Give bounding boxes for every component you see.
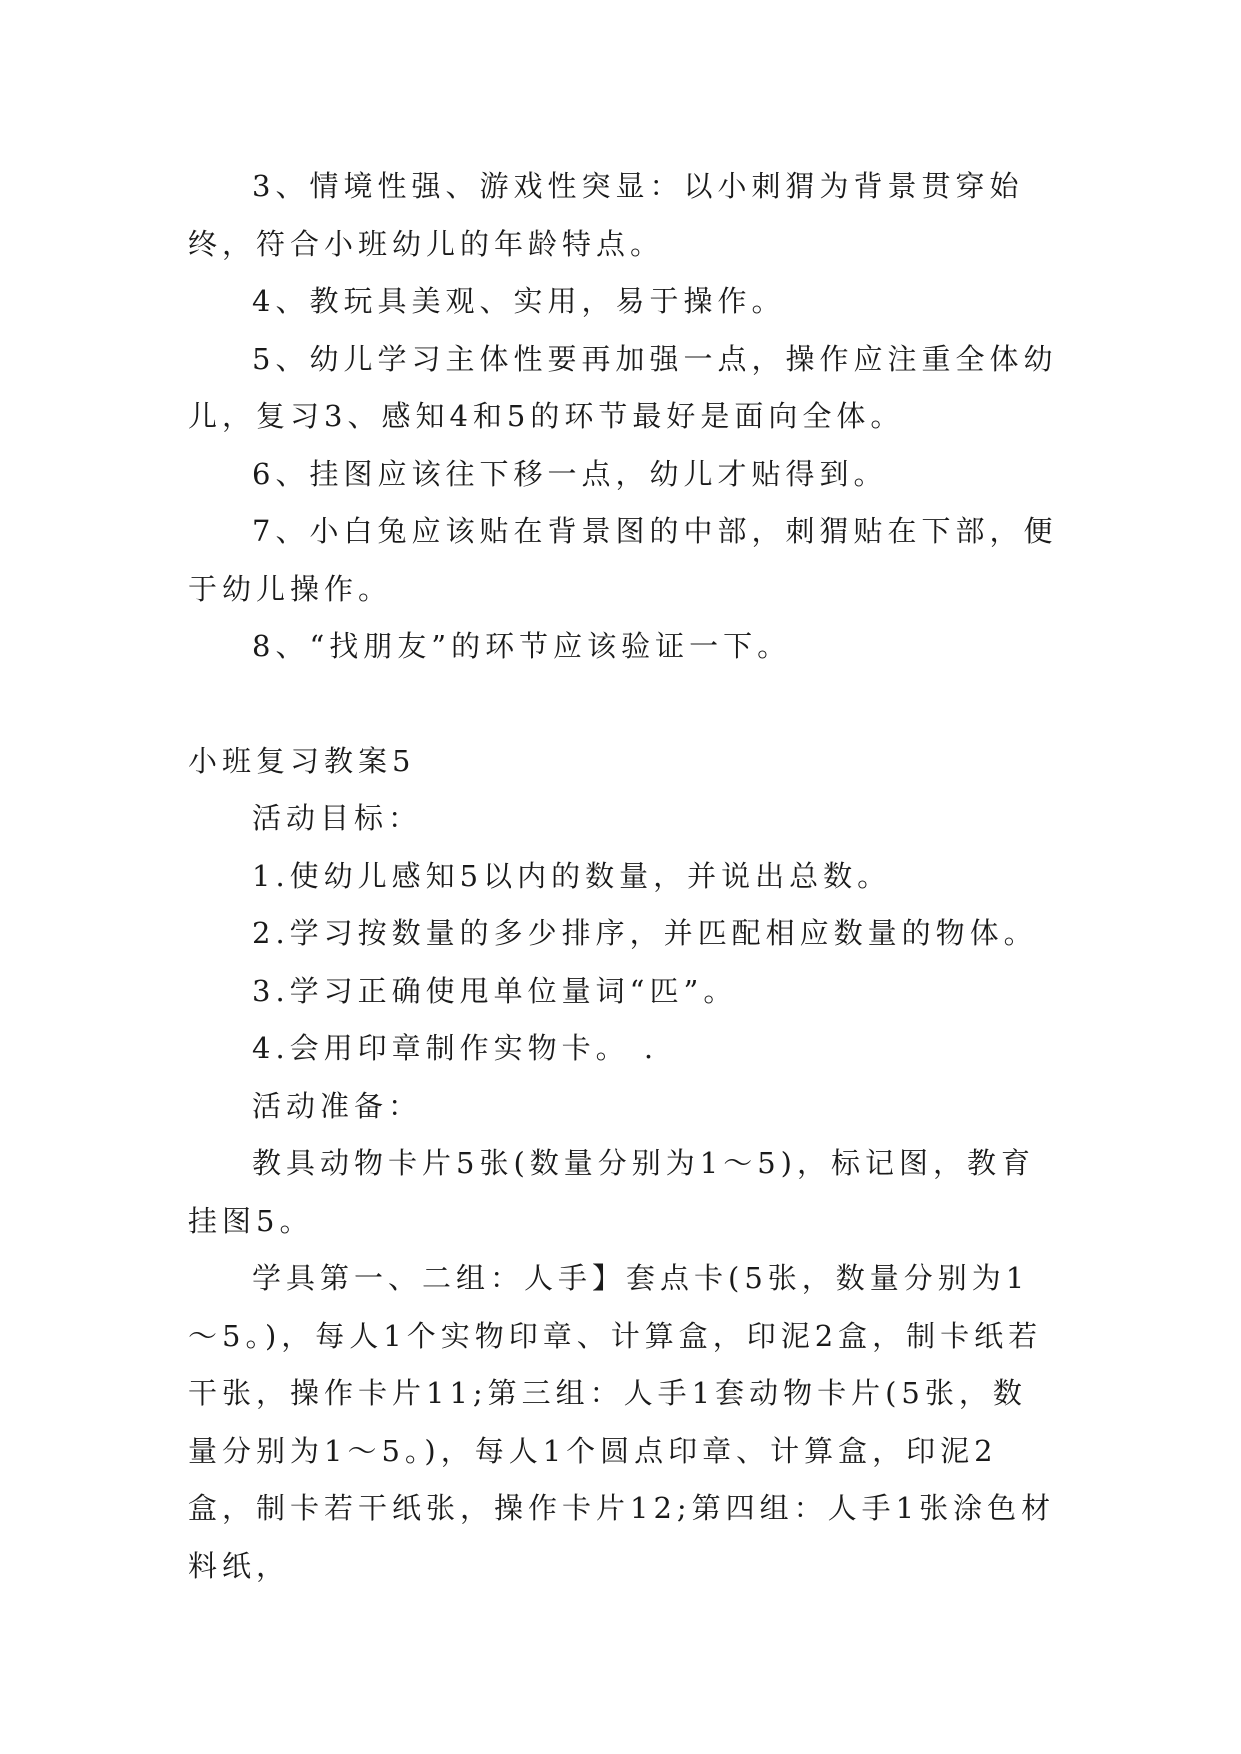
prep-teaching-aids: 教具动物卡片5张(数量分别为1～5)，标记图，教育挂图5。 [188,1146,1035,1238]
goal-item-4: 4.会用印章制作实物卡。 . [252,1031,659,1065]
section-spacer [188,676,1058,733]
paragraph-point-8: 8、“找朋友”的环节应该验证一下。 [252,629,792,663]
paragraph-point-7: 7、小白兔应该贴在背景图的中部，刺猬贴在下部，便于幼儿操作。 [188,514,1058,606]
goal-item-3: 3.学习正确使甩单位量词“匹”。 [252,973,738,1008]
prep-learning-aids: 学具第一、二组：人手】套点卡(5张，数量分别为1～5。)，每人1个实物印章、计算盒，印泥2盒，制卡纸若干张，操作卡片11;第三组：人手1套动物卡片(5张，数量分别为1～5。)，每人1个圆点印章、计算盒，印泥2盒，制卡若干纸张，操作卡片12;第四组：人手1张涂色材料纸， [188,1261,1056,1583]
paragraph-point-4: 4、教玩具美观、实用，易于操作。 [252,284,786,318]
goal-item-2: 2.学习按数量的多少排序，并匹配相应数量的物体。 [252,916,1038,950]
prep-heading: 活动准备： [252,1088,423,1123]
goals-heading: 活动目标： [252,801,423,835]
paragraph-point-6: 6、挂图应该往下移一点，幼儿才贴得到。 [252,456,888,491]
paragraph-point-5: 5、幼儿学习主体性要再加强一点，操作应注重全体幼儿，复习3、感知4和5的环节最好是面向全体。 [188,341,1058,433]
section-title: 小班复习教案5 [188,743,416,778]
document-body [188,158,1058,1595]
goal-item-1: 1.使幼儿感知5以内的数量，并说出总数。 [252,858,892,893]
paragraph-point-3: 3、情境性强、游戏性突显：以小刺猬为背景贯穿始终，符合小班幼儿的年龄特点。 [188,169,1024,261]
